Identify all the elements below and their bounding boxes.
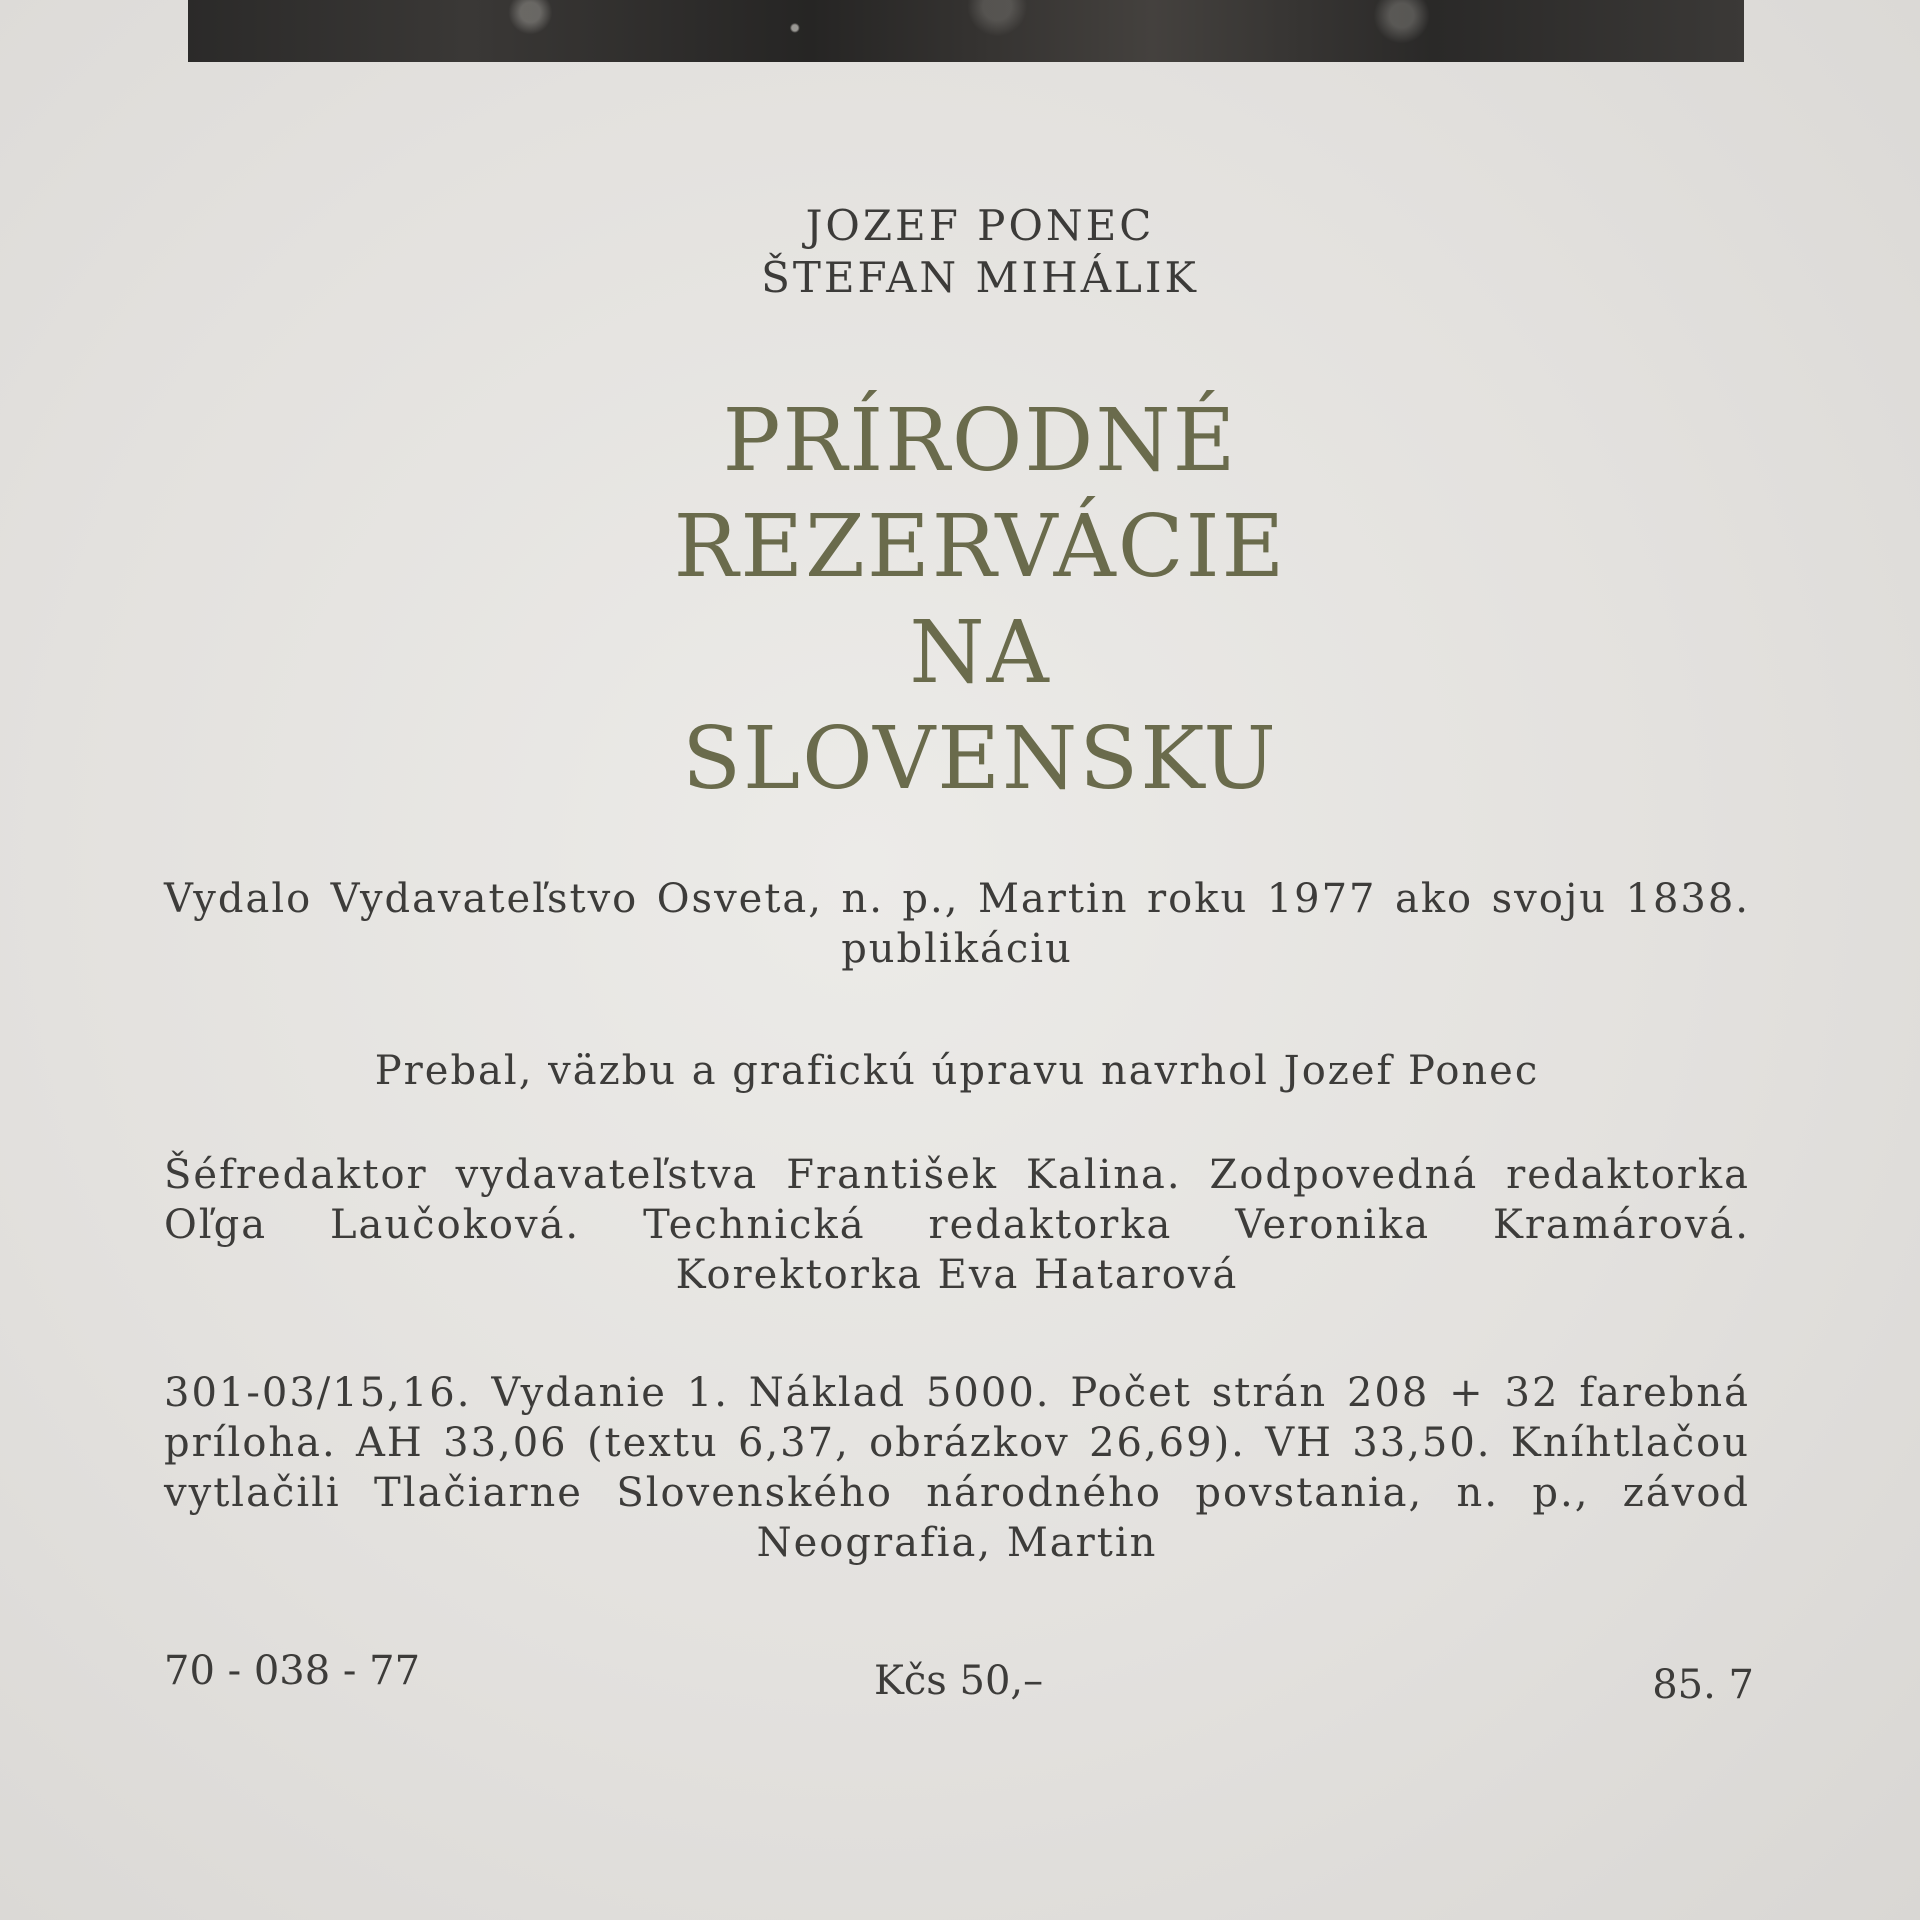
author-name: JOZEF PONEC [805, 201, 1155, 250]
editors-credit: Šéfredaktor vydavateľstva František Kalina. Zodpovedná redaktorka Oľga Laučoková. Technická redaktorka Veronika Kramárová. Korektorka Eva Hatarová [164, 1152, 1750, 1298]
title-line: PRÍRODNÉ [722, 391, 1238, 491]
design-credit: Prebal, väzbu a grafickú úpravu navrhol Jozef Ponec [374, 1048, 1540, 1094]
print-details: 301-03/15,16. Vydanie 1. Náklad 5000. Počet strán 208 + 32 farebná príloha. AH 33,06 (textu 6,37, obrázkov 26,69). VH 33,50. Kníhtlačou vytlačili Tlačiarne Slovenského národného povstania, n. p., závod Neografia, Martin [164, 1370, 1750, 1566]
classification-number: 85. 7 [1652, 1662, 1754, 1708]
title-line: NA [909, 603, 1051, 703]
book-title [0, 388, 1920, 812]
title-line: REZERVÁCIE [673, 497, 1287, 597]
publisher-note: Vydalo Vydavateľstvo Osveta, n. p., Martin roku 1977 ako svoju 1838. publikáciu [164, 876, 1750, 972]
authors [0, 200, 1920, 304]
title-line: SLOVENSKU [682, 709, 1278, 809]
price: Kčs 50,– [874, 1658, 1044, 1704]
author-name: ŠTEFAN MIHÁLIK [761, 253, 1199, 302]
publication-code: 70 - 038 - 77 [164, 1648, 421, 1694]
photo-strip [188, 0, 1744, 62]
